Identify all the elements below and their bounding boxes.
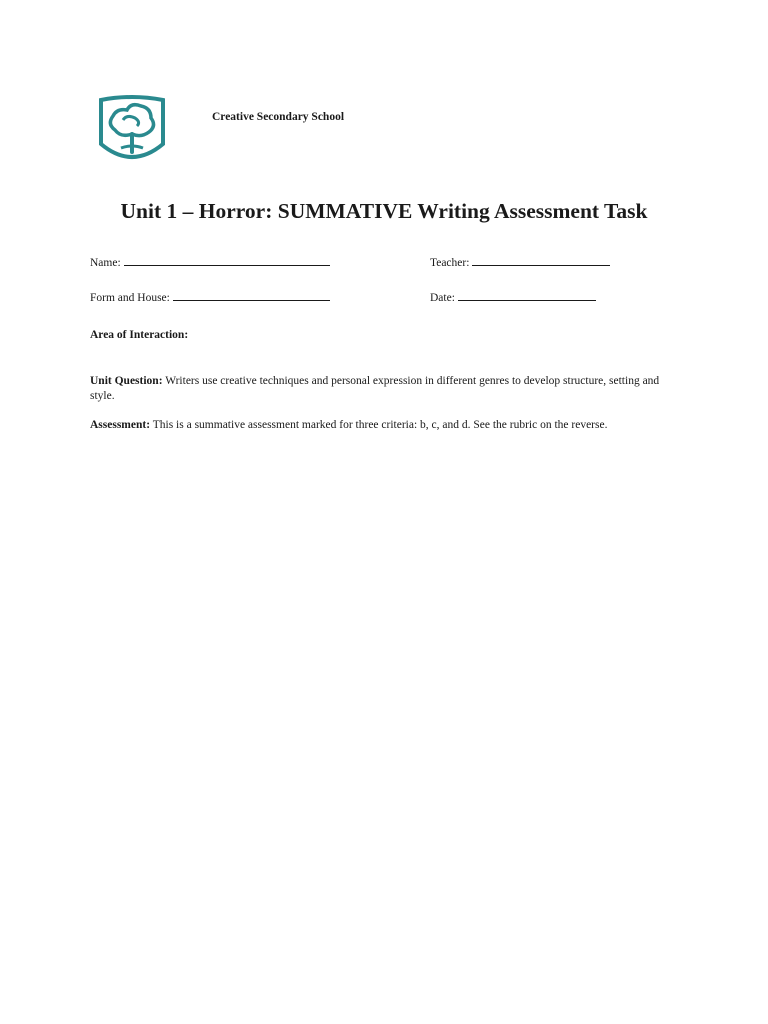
date-field[interactable]: [430, 289, 596, 304]
assessment-label: Assessment:: [90, 419, 151, 431]
name-blank-line[interactable]: [124, 254, 330, 266]
name-label: Name:: [90, 257, 121, 269]
school-name: Creative Secondary School: [212, 111, 345, 123]
form-house-label: Form and House:: [90, 292, 170, 304]
unit-question-label: Unit Question:: [90, 375, 163, 387]
assessment: [90, 418, 670, 433]
unit-question: [90, 374, 670, 404]
form-house-field[interactable]: [90, 289, 330, 304]
school-logo-icon: [95, 94, 169, 166]
date-blank-line[interactable]: [458, 289, 596, 301]
teacher-field[interactable]: [430, 254, 610, 269]
page-title: Unit 1 – Horror: SUMMATIVE Writing Assessment Task: [120, 199, 648, 223]
teacher-blank-line[interactable]: [472, 254, 610, 266]
area-of-interaction: [90, 328, 670, 343]
assessment-text: This is a summative assessment marked for three criteria: b, c, and d. See the rubric on the reverse.: [152, 419, 608, 431]
area-of-interaction-label: Area of Interaction:: [90, 329, 189, 341]
date-label: Date:: [430, 292, 455, 304]
form-house-blank-line[interactable]: [173, 289, 330, 301]
unit-question-text: Writers use creative techniques and personal expression in different genres to develop structure, setting and style.: [90, 375, 660, 402]
teacher-label: Teacher:: [430, 257, 470, 269]
name-field[interactable]: [90, 254, 330, 269]
